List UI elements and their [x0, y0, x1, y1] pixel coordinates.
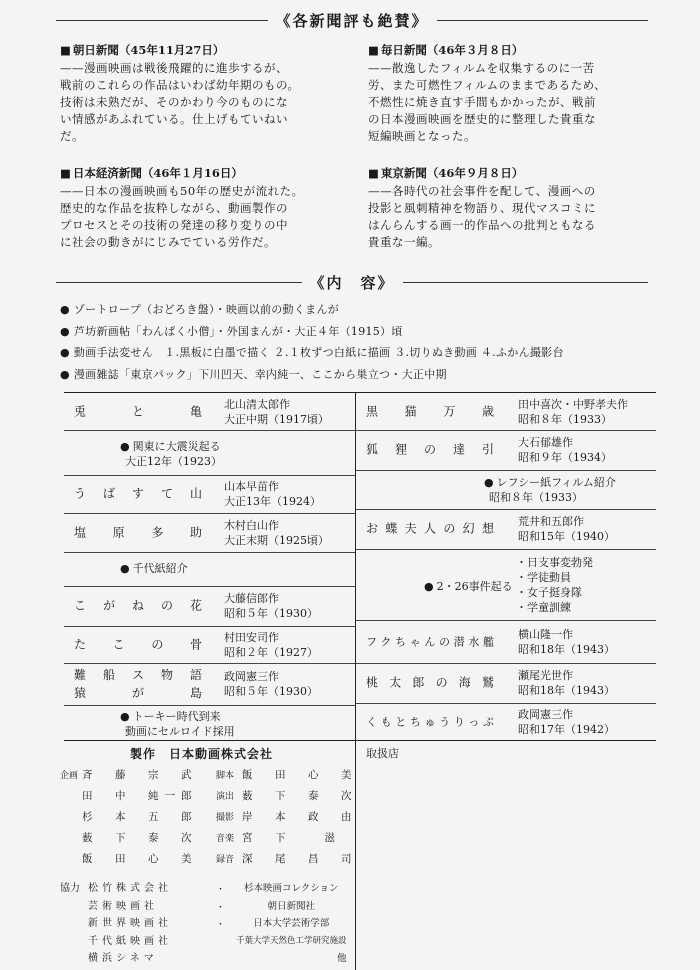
event-sublist [516, 555, 593, 615]
row-divider [64, 705, 355, 706]
film-info: 瀬尾光世作 昭和18年（1943） [518, 669, 615, 697]
film-row [356, 620, 656, 663]
film-info: 木村白山作 大正末期（1925頃） [224, 518, 329, 547]
film-info: 横山隆一作 昭和18年（1943） [518, 627, 615, 656]
film-info: 政岡憲三作 昭和17年（1942） [518, 707, 615, 736]
film-info: 北山清太郎作 大正中期（1917頃） [224, 397, 329, 426]
list-item: ・ 学童訓練 [516, 600, 593, 615]
review-source: ■ 日本経済新聞（46年１月16日） [60, 165, 350, 182]
film-title: フクちゃんの潜水艦 [366, 635, 494, 648]
production-company: 製作 日本動画株式会社 [130, 747, 274, 761]
film-title: 兎 と 亀 [74, 404, 202, 418]
film-info: 大藤信郎作 昭和５年（1930） [224, 592, 318, 620]
event-note: ● レフシー紙フィルム紹介 昭和８年（1933） [484, 475, 616, 505]
film-title: 狐 狸 の 達 引 [366, 442, 494, 457]
film-row [356, 393, 656, 430]
list-item: ・ 女子挺身隊 [516, 585, 593, 600]
film-row [356, 430, 656, 470]
row-divider [64, 552, 355, 553]
list-item: ● 動画手法変せん １.黒板に白墨で描く ２.１枚ずつ白紙に描画 ３.切りぬき動画 ４.ふかん撮影台 [60, 342, 660, 364]
review-body: ——散逸したフィルムを収集するのに一苦 労、また可燃性フィルムのままであるため、 不燃性に焼き直す手間もかかったが、戦前 の日本漫画映画を歴史的に整理した貴重な 短編映画となった。 [368, 61, 607, 143]
event-note: ● 関東に大震災起る 大正12年（1923） [120, 439, 222, 469]
film-info: 田中喜次・中野孝夫作 昭和８年（1933） [518, 397, 628, 426]
review-body: ——日本の漫画映画も50年の歴史が流れた。 歴史的な作品を抜粋しながら、動画製作の プロセスとその技術の発達の移り変りの中 に社会の動きがにじみでている労作だ。 [60, 184, 304, 249]
cooperation-list-right: 杉本映画コレクション 朝日新聞社 日本大学芸術学部 千葉大学天然色工学研究施設 他 [236, 883, 347, 964]
review-source: ■ 東京新聞（46年９月８日） [368, 165, 658, 182]
heading-rule [56, 20, 268, 21]
film-info: 山本早苗作 大正13年（1924） [224, 480, 321, 508]
contents-heading: 《内 容》 [309, 273, 395, 292]
film-info: 村田安司作 昭和２年（1927） [224, 630, 318, 659]
film-info: 荒井和五郎作 昭和15年（1940） [518, 515, 615, 543]
film-row [356, 509, 656, 549]
film-row [64, 475, 355, 513]
film-title: 桃太郎の海鷲 [366, 675, 494, 690]
review-source: ■ 毎日新聞（46年３月８日） [368, 42, 658, 59]
row-divider [64, 430, 355, 431]
heading-rule [56, 282, 302, 283]
film-table [64, 392, 656, 741]
cooperation-label: 協力 [60, 883, 80, 894]
heading-rule [403, 282, 649, 283]
film-title: うばすて山 [74, 486, 202, 501]
film-row [356, 663, 656, 703]
reviews-heading-row [56, 10, 648, 30]
list-item: ● 芦坊新画帖「わんぱく小僧」・外国まんが・大正４年（1915）頃 [60, 321, 660, 343]
film-row [64, 513, 355, 552]
cooperation-list-left: 松竹株式会社 芸術映画社 新世界映画社 千代紙映画社 横浜シネマ [88, 883, 172, 964]
film-info: 政岡憲三作 昭和５年（1930） [224, 670, 318, 698]
film-row [64, 663, 355, 705]
list-item: ● 漫画雑誌「東京パック」下川凹天、幸内純一、ここから巣立つ・大正中期 [60, 364, 660, 386]
review-body: ——各時代の社会事件を配して、漫画への 投影と風刺精神を物語り、現代マスコミに はんらんする画一的作品への批判ともなる 貴重な一編。 [368, 184, 596, 249]
separator-dots: ・ ・ ・ [216, 885, 226, 930]
staff-credits: 脚本 飯 田 心 美 演出 薮 下 泰 次 撮影 岸 本 政 由 音楽 宮 下 滋 録音 深 尾 昌 司 [216, 769, 358, 865]
review-nikkei [60, 165, 350, 251]
row-divider [356, 549, 656, 550]
film-title: くもとちゅうりっぷ [366, 715, 494, 728]
film-title: 塩 原 多 助 [74, 525, 202, 539]
contents-heading-row [56, 272, 648, 292]
film-row [64, 626, 355, 663]
film-title: お蝶夫人の幻想 [366, 521, 494, 536]
list-item: ● ゾートロープ（おどろき盤）・映画以前の動くまんが [60, 299, 660, 321]
event-note: ● トーキー時代到来 動画にセルロイド採用 [120, 709, 235, 739]
review-body: ——漫画映画は戦後飛躍的に進歩するが、 戦前のこれらの作品はいわば幼年期のもの。 技術は未熟だが、そのかわり今のものにな い情感があふれている。仕上げもていねい だ。 [60, 61, 300, 143]
film-info: 大石郁雄作 昭和９年（1934） [518, 436, 612, 464]
reviews-heading: 《各新聞評も絶賛》 [275, 11, 429, 30]
event-note: ● 千代紙紹介 [120, 561, 188, 576]
heading-rule [437, 20, 649, 21]
film-row [356, 703, 656, 740]
list-item: ・ 学徒動員 [516, 570, 593, 585]
event-note: ● 2・26事件起る [424, 579, 513, 594]
film-title: たこの骨 [74, 637, 202, 651]
review-mainichi [368, 42, 658, 145]
film-title: 黒 猫 万 歳 [366, 404, 494, 418]
film-title: こがねの花 [74, 598, 202, 613]
review-asahi [60, 42, 350, 145]
film-row [64, 586, 355, 626]
planning-credits: 企画 斉 藤 宗 武 田 中 純一郎 杉 本 五 郎 薮 下 泰 次 飯 田 心 美 [60, 765, 192, 870]
review-tokyo [368, 165, 658, 251]
review-source: ■ 朝日新聞（45年11月27日） [60, 42, 350, 59]
film-row [64, 393, 355, 430]
distributor-label: 取扱店 [366, 747, 399, 760]
role-label: 企画 [60, 771, 79, 781]
row-divider [356, 470, 656, 471]
list-item: ・ 日支事変勃発 [516, 555, 593, 570]
contents-list [60, 299, 660, 385]
film-title: 難船ス物語 猿 が 島 [74, 668, 202, 700]
